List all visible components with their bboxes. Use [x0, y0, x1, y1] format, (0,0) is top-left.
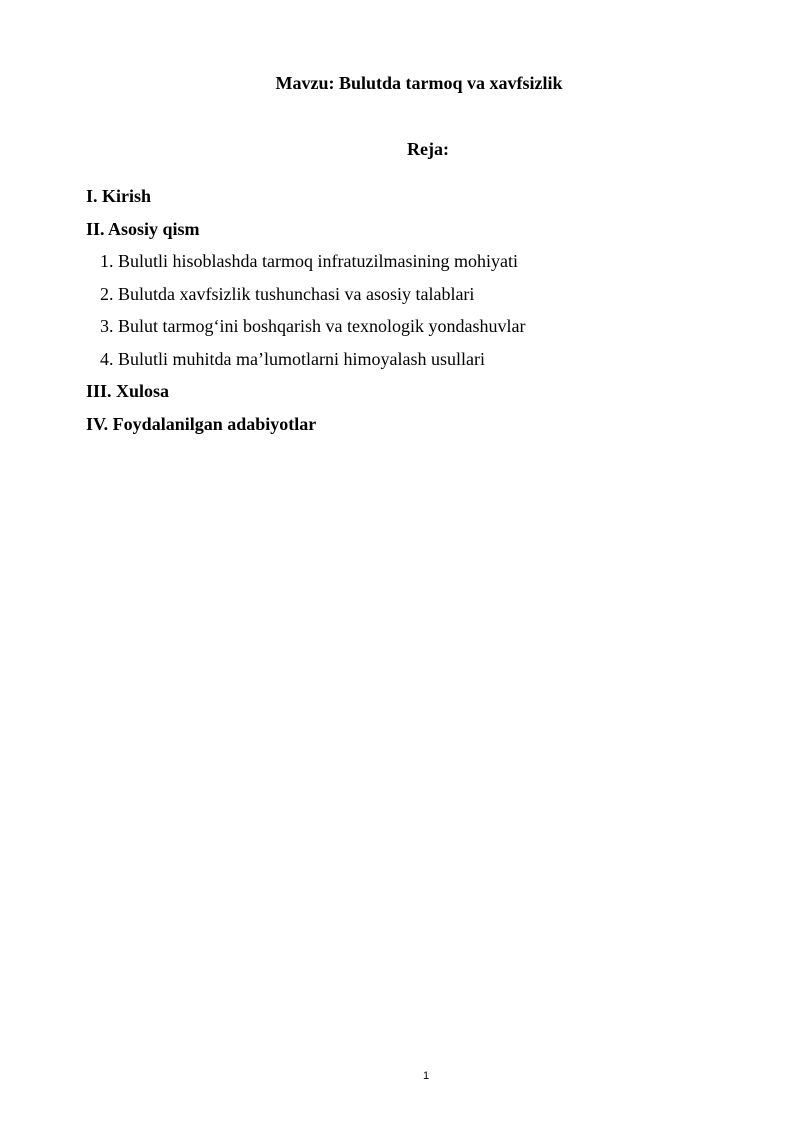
outline-section-main-part: II. Asosiy qism [86, 218, 200, 239]
outline-subsection-1: 1. Bulutli hisoblashda tarmoq infratuzilmasining mohiyati [100, 251, 518, 271]
outline-section-introduction: I. Kirish [86, 186, 152, 206]
outline-subsection-4: 4. Bulutli muhitda ma’lumotlarni himoyalash usullari [100, 348, 485, 369]
outline-section-conclusion: III. Xulosa [86, 381, 170, 401]
plan-outline [86, 184, 726, 444]
document-title: Mavzu: Bulutda tarmoq va xavfsizlik [275, 73, 563, 93]
plan-heading: Reja: [407, 139, 449, 159]
outline-subsection-3: 3. Bulut tarmog‘ini boshqarish va texnologik yondashuvlar [100, 316, 526, 336]
page-number: 1 [422, 1070, 430, 1082]
outline-section-references: IV. Foydalanilgan adabiyotlar [86, 413, 317, 434]
outline-subsection-2: 2. Bulutda xavfsizlik tushunchasi va asosiy talablari [100, 283, 475, 304]
